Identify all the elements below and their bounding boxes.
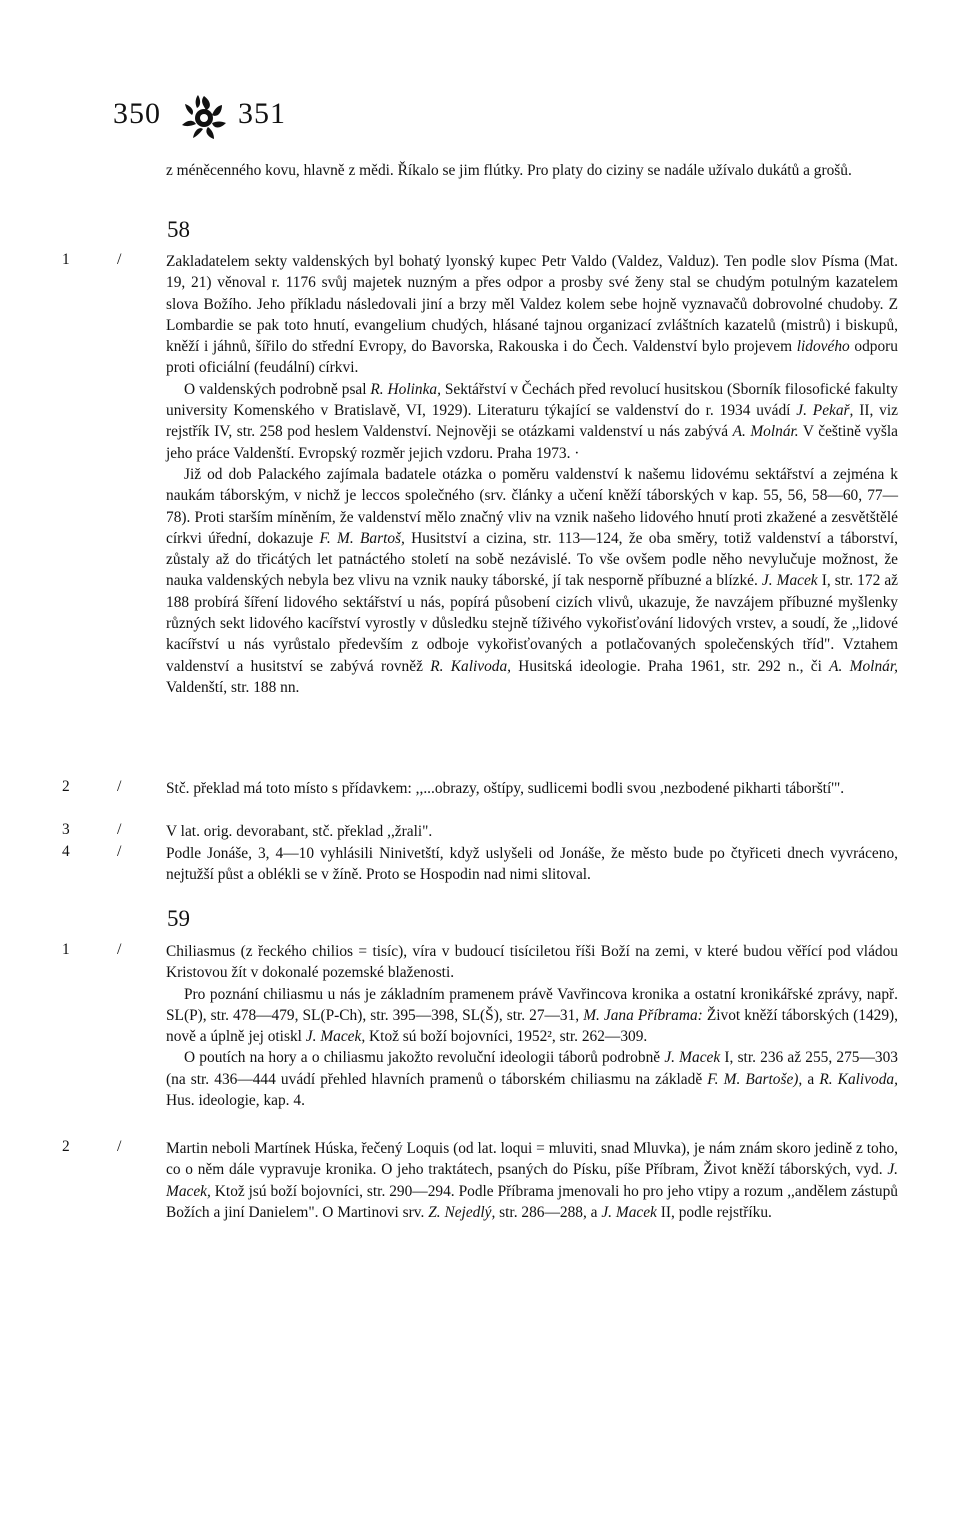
- note-number: 2: [62, 1138, 70, 1155]
- note-paragraph: Zakladatelem sekty valdenských byl bohatý lyonský kupec Petr Valdo (Valdez, Valduz). Ten podle slov Písma (Mat. 19, 21) věnoval r. 1176 svůj majetek nuzným a přes odpor a prosby své ženy stal se chudým potulným kazatelem slova Božího. Jeho příkladu následovali jiní a brzy měl Valdez kolem sebe hojně vyznavačů dobrovolné chudoby. Z Lombardie se pak toto hnutí, evangelium chudých, hlásané tajnou organizací zvláštních kazatelů (mistrů) i biskupů, kněží i jáhnů, šířilo do střední Evropy, do Bavorska, Rakouska i do Čech. Valdenství bylo projevem lidového odporu proti oficiální (feudální) církvi.: [166, 253, 898, 377]
- note-paragraph: O valdenských podrobně psal R. Holinka, Sektářství v Čechách před revolucí husitskou (Sborník filosofické fakulty university Komenského v Bratislavě, VI, 1929). Literaturu týkající se valdenství do r. 1934 uvádí J. Pekař, II, viz rejstřík IV, str. 258 pod heslem Valdenství. Nejnověji se otázkami valdenství u nás zabývá A. Molnár. V češtině vyšla jeho práce Valdenští. Evropský rozměr jejich vzdoru. Praha 1973. ·: [166, 380, 898, 462]
- swirl-ornament-icon: [179, 93, 229, 143]
- note-slash: /: [117, 1138, 122, 1155]
- note-paragraph: O poutích na hory a o chiliasmu jakožto revoluční ideologii táborů podrobně J. Macek I, str. 236 až 255, 275—303 (na str. 436—444 uvádí přehled hlavních pramenů o táborském chiliasmu na základě F. M. Bartoše), a R. Kalivoda, Hus. ideologie, kap. 4.: [166, 1049, 898, 1110]
- page-number-left: 350: [113, 97, 161, 130]
- section-number-59: 59: [167, 906, 190, 931]
- note-body: [166, 251, 898, 698]
- note-number: 1: [62, 941, 70, 958]
- note-paragraph: Chiliasmus (z řeckého chilios = tisíc), víra v budoucí tisíciletou říši Boží na zemi, v které budou věřící pod vládou Kristovou žít v dokonalé pozemské blaženosti.: [166, 943, 898, 982]
- note-slash: /: [117, 251, 122, 268]
- note-paragraph: Martin neboli Martínek Húska, řečený Loquis (od lat. loqui = mluviti, snad Mluvka), je nám znám skoro jedině z toho, co o něm dále vypravuje kronika. O jeho traktátech, psaných do Písku, píše Příbram, Život kněží táborských, vyd. J. Macek, Ktož jsú boží bojovníci, str. 290—294. Podle Příbrama jmenovali ho pro jeho vtipy a rozum ,,andělem zástupů Božích a jiní Danielem". O Martinovi srv. Z. Nejedlý, str. 286—288, a J. Macek II, podle rejstříku.: [166, 1140, 898, 1221]
- page-number-right: 351: [238, 97, 286, 130]
- note-body: [166, 941, 898, 1111]
- note-slash: /: [117, 778, 122, 795]
- note-body: Podle Jonáše, 3, 4—10 vyhlásili Ninivetští, když uslyšeli od Jonáše, že město bude po čtyřiceti dnech vyvráceno, nejtužší půst a oblékli se v žíně. Proto se Hospodin nad nimi slitoval.: [166, 845, 898, 884]
- note-slash: /: [117, 941, 122, 958]
- note-number: 1: [62, 251, 70, 268]
- note-body: Stč. překlad má toto místo s přídavkem: ,,...obrazy, oštípy, sudlicemi bodli svou ,nezbodené pikharti táborští'".: [166, 780, 845, 797]
- note-body: [166, 1138, 898, 1223]
- section-number-58: 58: [167, 217, 190, 242]
- note-slash: /: [117, 821, 122, 838]
- note-paragraph: Již od dob Palackého zajímala badatele otázka o poměru valdenství k našemu lidovému sektářství a zejména k naukám táborským, v nichž je leccos společného (srv. články a učení kněží táborských v kap. 55, 56, 58—60, 77—78). Proti starším míněním, že valdenství mělo značný vliv na vznik našeho lidového hnutí proti zkažené a zesvětštělé církvi úřední, dokazuje F. M. Bartoš, Husitství a cizina, str. 113—124, že oba směry, totiž valdenství a táborství, zůstaly až do třicátých let patnáctého století na sobě nezávislé. To vše ovšem podle něho nevylučuje možnost, že nauka valdenských nebyla bez vlivu na vznik nauky táborské, jí tak nesporně příbuzné a blízké. J. Macek I, str. 172 až 188 probírá šíření lidového sektářství u nás, popírá působení cizích vlivů, ukazuje, že navzájem příbuzné myšlenky různých sekt lidového kacířství vyrostly v důsledku stejně tíživého vykořisťování lidových vrstev, a soudí, že ,,lidové kacířství u nás vyrůstalo především z odboje vykořisťovaných a potlačovaných společenských tříd". Vztahem valdenství a husitství se zabývá rovněž R. Kalivoda, Husitská ideologie. Praha 1961, str. 292 n., či A. Molnár, Valdenští, str. 188 nn.: [166, 465, 899, 696]
- intro-paragraph: z méněcenného kovu, hlavně z mědi. Říkalo se jim flútky. Pro platy do ciziny se nadále užívalo dukátů a grošů.: [166, 162, 852, 179]
- note-body: V lat. orig. devorabant, stč. překlad ,,žrali".: [166, 823, 433, 840]
- note-paragraph: Pro poznání chiliasmu u nás je základním pramenem právě Vavřincova kronika a ostatní kronikářské zprávy, např. SL(P), str. 478—479, SL(P-Ch), str. 395—398, SL(Š), str. 27—31, M. Jana Příbrama: Život kněží táborských (1429), nově a úplně jej otiskl J. Macek, Ktož sú boží bojovníci, 1952², str. 262—309.: [166, 985, 898, 1046]
- page-header: [113, 93, 413, 143]
- note-number: 2: [62, 778, 70, 795]
- note-number: 3: [62, 821, 70, 838]
- note-number: 4: [62, 843, 70, 860]
- note-slash: /: [117, 843, 122, 860]
